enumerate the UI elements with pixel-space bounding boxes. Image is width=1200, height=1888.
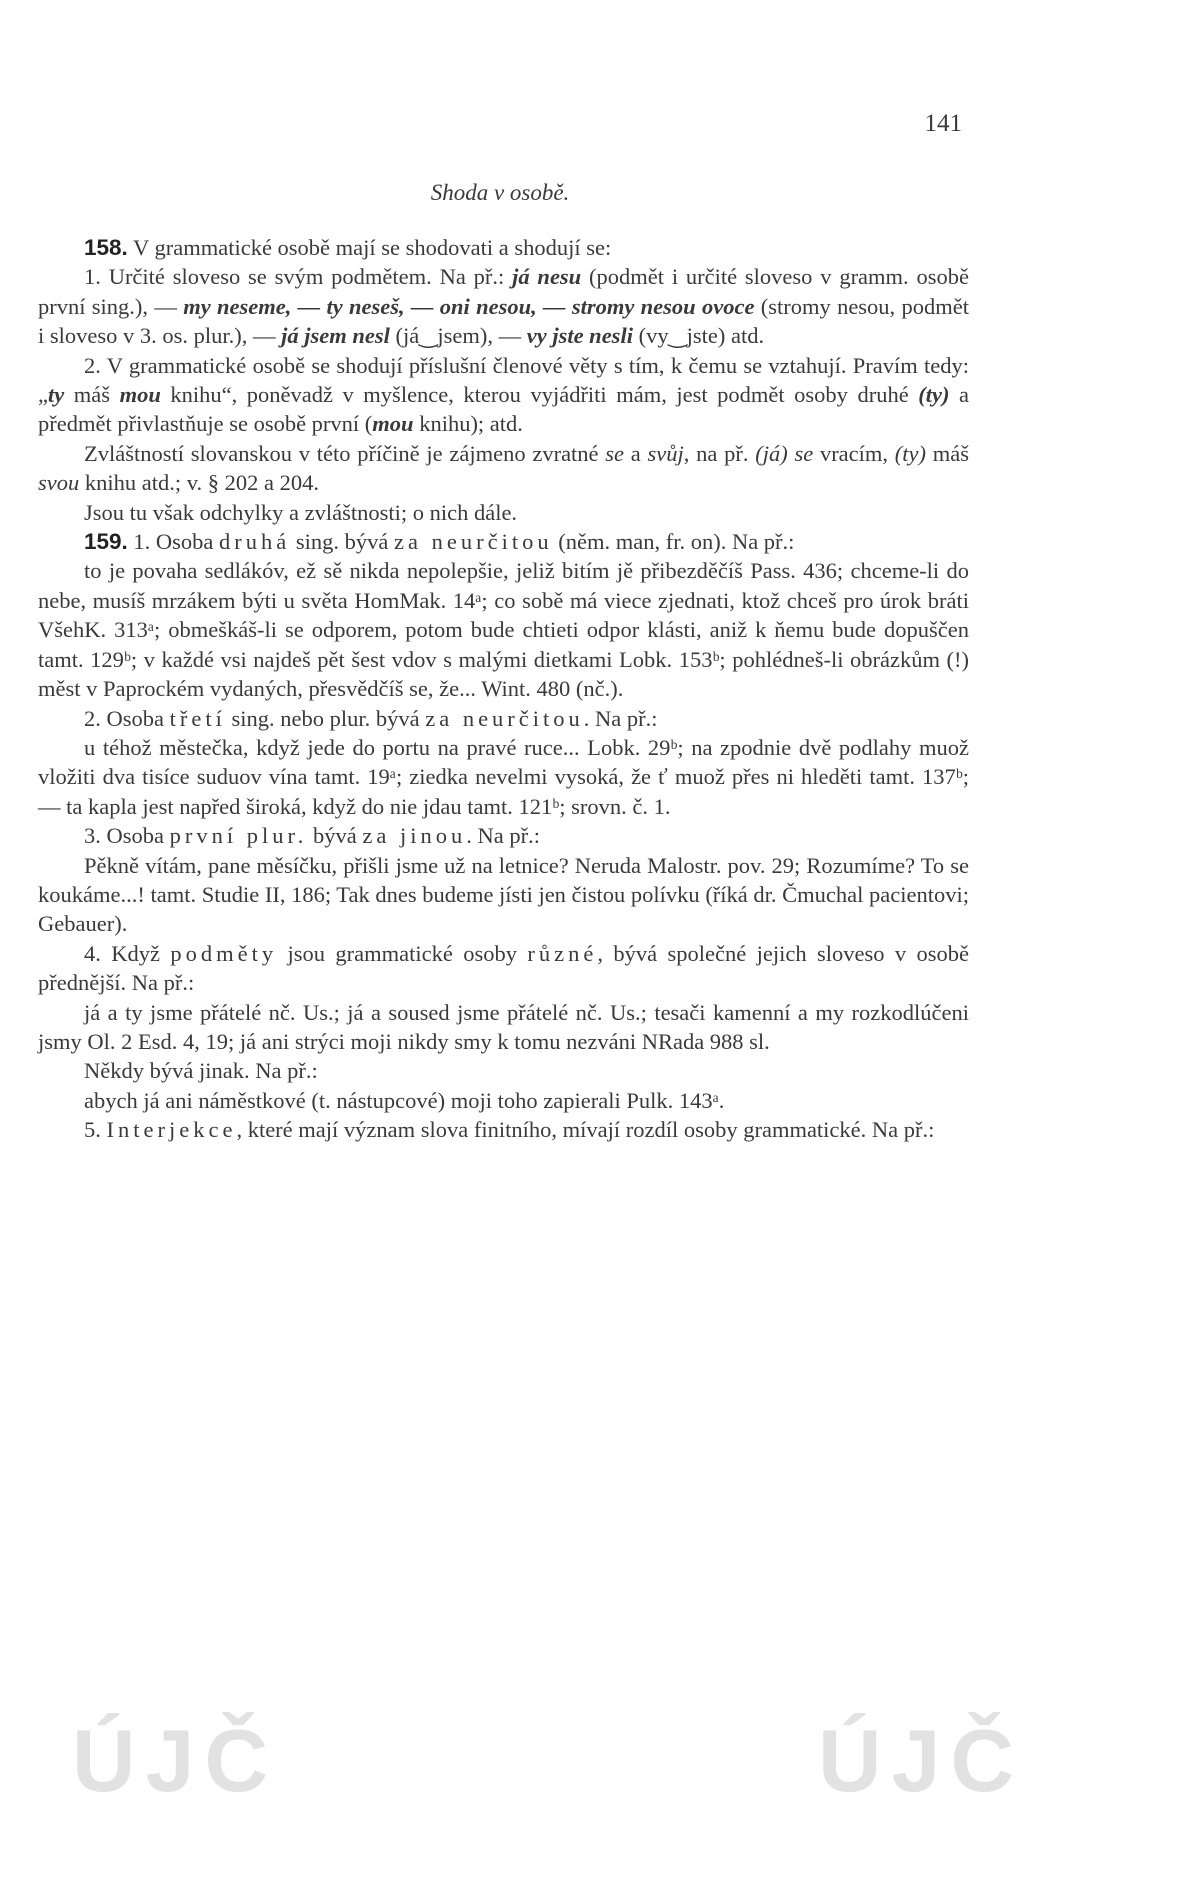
paragraph-158-4: Jsou tu však odchylky a zvláštnosti; o nich dále. xyxy=(84,499,518,525)
paragraph-158-1: 1. Určité sloveso se svým podmětem. Na př.: já nesu (podmět i určité sloveso v gramm. osobě první sing.), — my neseme, — ty neseš, — oni nesou, — stromy nesou ovoce (stromy nesou, podmět i sloveso v 3. os. plur.), — já jsem nesl (já‿jsem), — vy jste nesli (vy‿jste) atd. xyxy=(38,264,969,349)
example-block-3: Pěkně vítám, pane měsíčku, přišli jsme už na letnice? Neruda Malostr. pov. 29; Rozumíme? To se koukáme...! tamt. Studie II, 186; Tak dnes budeme jísti jen čistou polívku (říká dr. Čmuchal pacientovi; Gebauer). xyxy=(38,852,969,937)
example-block-2: u téhož městečka, když jede do portu na pravé ruce... Lobk. 29ᵇ; na zpodnie dvě podlahy muož vložiti dva tisíce suduov vína tamt. 19ᵃ; ziedka nevelmi vysoká, že ť muož přes ni hleděti tamt. 137ᵇ; — ta kapla jest napřed široká, když do nie jdau tamt. 121ᵇ; srovn. č. 1. xyxy=(38,734,969,819)
paragraph-158-2: 2. V grammatické osobě se shodují příslušní členové věty s tím, k čemu se vztahují. Pravím tedy: „ty máš mou knihu“, poněvadž v myšlence, kterou vyjádřiti mám, jest podmět osoby druhé (ty) a předmět přivlastňuje se osobě první (mou knihu); atd. xyxy=(38,352,969,437)
paragraph-158-intro: 158. V grammatické osobě mají se shodovati a shodují se: xyxy=(84,235,612,260)
paragraph-159-5: 5. Interjekce, které mají význam slova finitního, mívají rozdíl osoby grammatické. Na př.: xyxy=(84,1117,935,1143)
watermark-right: ÚJČ xyxy=(818,1711,1025,1810)
page-number: 141 xyxy=(924,110,962,137)
paragraph-158-3: Zvláštností slovanskou v této příčině je zájmeno zvratné se a svůj, na př. (já) se vracím, (ty) máš svou knihu atd.; v. § 202 a 204. xyxy=(38,440,970,496)
example-block-1: to je povaha sedlákóv, ež sě nikda nepolepšie, jeliž bitím jě přibezděčíš Pass. 436; chceme-li do nebe, musíš mrzákem býti u světa HomMak. 14ᵃ; co sobě má viece zjednati, ktož chceš pro úrok bráti VšehK. 313ᵃ; obmeškáš-li se odporem, potom bude chtieti odpor klásti, aniž k ňemu bude dopuščen tamt. 129ᵇ; v každé vsi najdeš pět šest vdov s malými dietkami Lobk. 153ᵇ; pohlédneš-li obrázkům (!) měst v Paprockém vydaných, přesvědčíš se, že... Wint. 480 (nč.). xyxy=(38,558,969,702)
paragraph-159-4-note: Někdy bývá jinak. Na př.: xyxy=(84,1058,318,1084)
section-number-159: 159. xyxy=(84,529,128,555)
paragraph-159-3: 3. Osoba první plur. bývá za jinou. Na př.: xyxy=(84,823,540,849)
paragraph-159-1: 159. 1. Osoba druhá sing. bývá za neurčitou (něm. man, fr. on). Na př.: xyxy=(84,529,795,555)
paragraph-159-2: 2. Osoba třetí sing. nebo plur. bývá za neurčitou. Na př.: xyxy=(84,705,658,731)
page-body xyxy=(38,233,969,1145)
paragraph-159-4: 4. Když podměty jsou grammatické osoby různé, bývá společné jejich sloveso v osobě přednější. Na př.: xyxy=(38,940,969,996)
example-block-5: abych já ani náměstkové (t. nástupcové) moji toho zapierali Pulk. 143ᵃ. xyxy=(84,1087,725,1113)
watermark-left: ÚJČ xyxy=(72,1711,279,1810)
section-number-158: 158. xyxy=(84,235,128,260)
section-heading: Shoda v osobě. xyxy=(430,180,570,205)
example-block-4: já a ty jsme přátelé nč. Us.; já a soused jsme přátelé nč. Us.; tesači kamenní a my rozkodlúčeni jsmy Ol. 2 Esd. 4, 19; já ani strýci moji nikdy smy k tomu nezváni NRada 988 sl. xyxy=(38,999,969,1054)
